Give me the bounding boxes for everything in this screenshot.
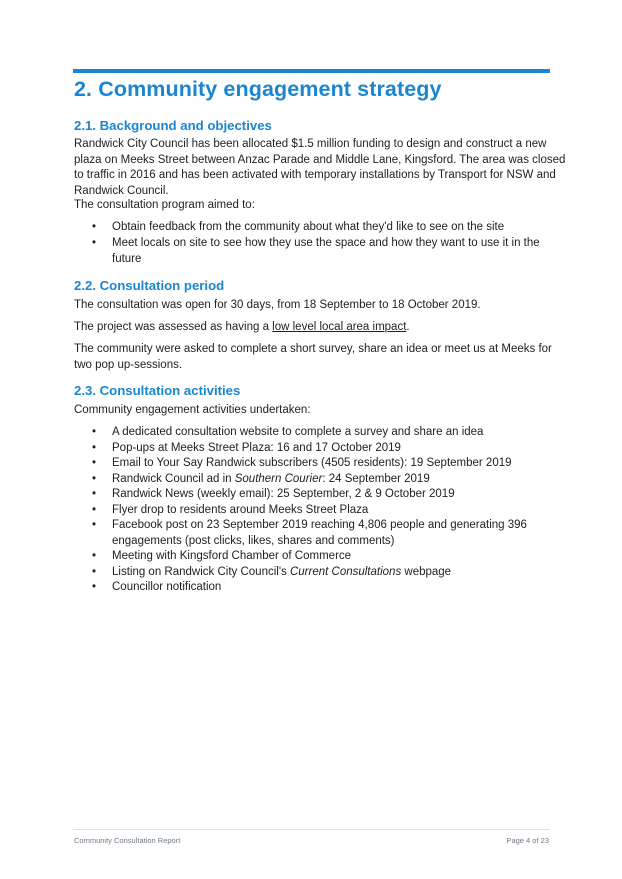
bullet-icon: •: [92, 488, 97, 500]
bullet-icon: •: [92, 565, 97, 578]
bullet-icon: •: [92, 519, 97, 531]
activity-item: Randwick News (weekly email): 25 September, 2 & 9 October 2019: [112, 488, 455, 500]
activity-item: [112, 518, 552, 549]
title-top-rule: [73, 69, 550, 73]
bullet-icon: •: [92, 550, 97, 562]
activities-intro: Community engagement activities undertaken:: [74, 404, 311, 416]
background-paragraph-line: Randwick City Council has been allocated $1.5 million funding to design and construct a new: [74, 138, 547, 150]
survey-paragraph-line: The community were asked to complete a short survey, share an idea or meet us at Meeks for: [74, 343, 552, 355]
period-paragraph: The consultation was open for 30 days, from 18 September to 18 October 2019.: [74, 299, 481, 311]
bullet-icon: •: [92, 472, 97, 485]
footer-divider: [73, 829, 550, 830]
webpage-name: Current Consultations: [289, 565, 402, 578]
activity-item: A dedicated consultation website to complete a survey and share an idea: [112, 426, 484, 438]
footer-page-number: Page 4 of 23: [506, 836, 549, 845]
activity-text-suffix: webpage: [401, 565, 452, 578]
section-heading-background: 2.1. Background and objectives: [74, 118, 272, 133]
impact-level-link[interactable]: low level local area impact: [272, 321, 407, 333]
aim-bullet-text: Meet locals on site to see how they use the space and how they want to use it in the: [112, 237, 540, 249]
activity-item: Meeting with Kingsford Chamber of Commerce: [112, 550, 352, 562]
bullet-icon: •: [92, 457, 97, 469]
bullet-icon: •: [92, 221, 97, 233]
activity-item: Pop-ups at Meeks Street Plaza: 16 and 17 October 2019: [112, 441, 401, 454]
bullet-icon: •: [92, 581, 97, 593]
impact-text-suffix: .: [406, 321, 410, 333]
survey-paragraph: [74, 342, 552, 373]
survey-paragraph-line: two pop up-sessions.: [74, 358, 183, 371]
background-paragraph-line: Randwick Council.: [74, 184, 169, 197]
bullet-icon: •: [92, 441, 97, 454]
activity-item: Email to Your Say Randwick subscribers (4505 residents): 19 September 2019: [112, 457, 512, 469]
page-title: 2. Community engagement strategy: [74, 77, 442, 101]
activity-text-prefix: Randwick Council ad in: [112, 472, 235, 485]
activity-item-line: Facebook post on 23 September 2019 reaching 4,806 people and generating 396: [112, 519, 527, 531]
activity-text-prefix: Listing on Randwick City Council's: [112, 565, 290, 578]
activity-item-line: engagements (post clicks, likes, shares and comments): [112, 534, 395, 547]
activity-item: Councillor notification: [112, 581, 222, 593]
bullet-icon: •: [92, 503, 97, 516]
section-heading-period: 2.2. Consultation period: [74, 278, 225, 293]
activity-item: [112, 565, 552, 581]
aim-bullet-item: [112, 236, 552, 267]
activity-item: [112, 472, 552, 488]
section-heading-activities: 2.3. Consultation activities: [74, 383, 241, 398]
impact-text-prefix: The project was assessed as having a: [74, 321, 273, 333]
program-aims-intro: The consultation program aimed to:: [74, 199, 255, 211]
background-paragraph: [74, 137, 566, 199]
bullet-icon: •: [92, 237, 97, 249]
aim-bullet-item: [112, 220, 552, 236]
activity-text-suffix: : 24 September 2019: [322, 472, 430, 485]
aim-bullet-text: Obtain feedback from the community about what they'd like to see on the site: [112, 221, 505, 233]
background-paragraph-line: to traffic in 2016 and has been activated with temporary installations by Transport for NSW and: [74, 169, 556, 181]
background-paragraph-line: plaza on Meeks Street between Anzac Parade and Middle Lane, Kingsford. The area was closed: [74, 153, 566, 166]
publication-name: Southern Courier: [234, 472, 323, 485]
aim-bullet-text: future: [112, 252, 142, 265]
activity-item: Flyer drop to residents around Meeks Street Plaza: [112, 503, 369, 516]
footer-report-title: Community Consultation Report: [74, 836, 181, 845]
bullet-icon: •: [92, 426, 97, 438]
impact-paragraph: [74, 320, 552, 336]
